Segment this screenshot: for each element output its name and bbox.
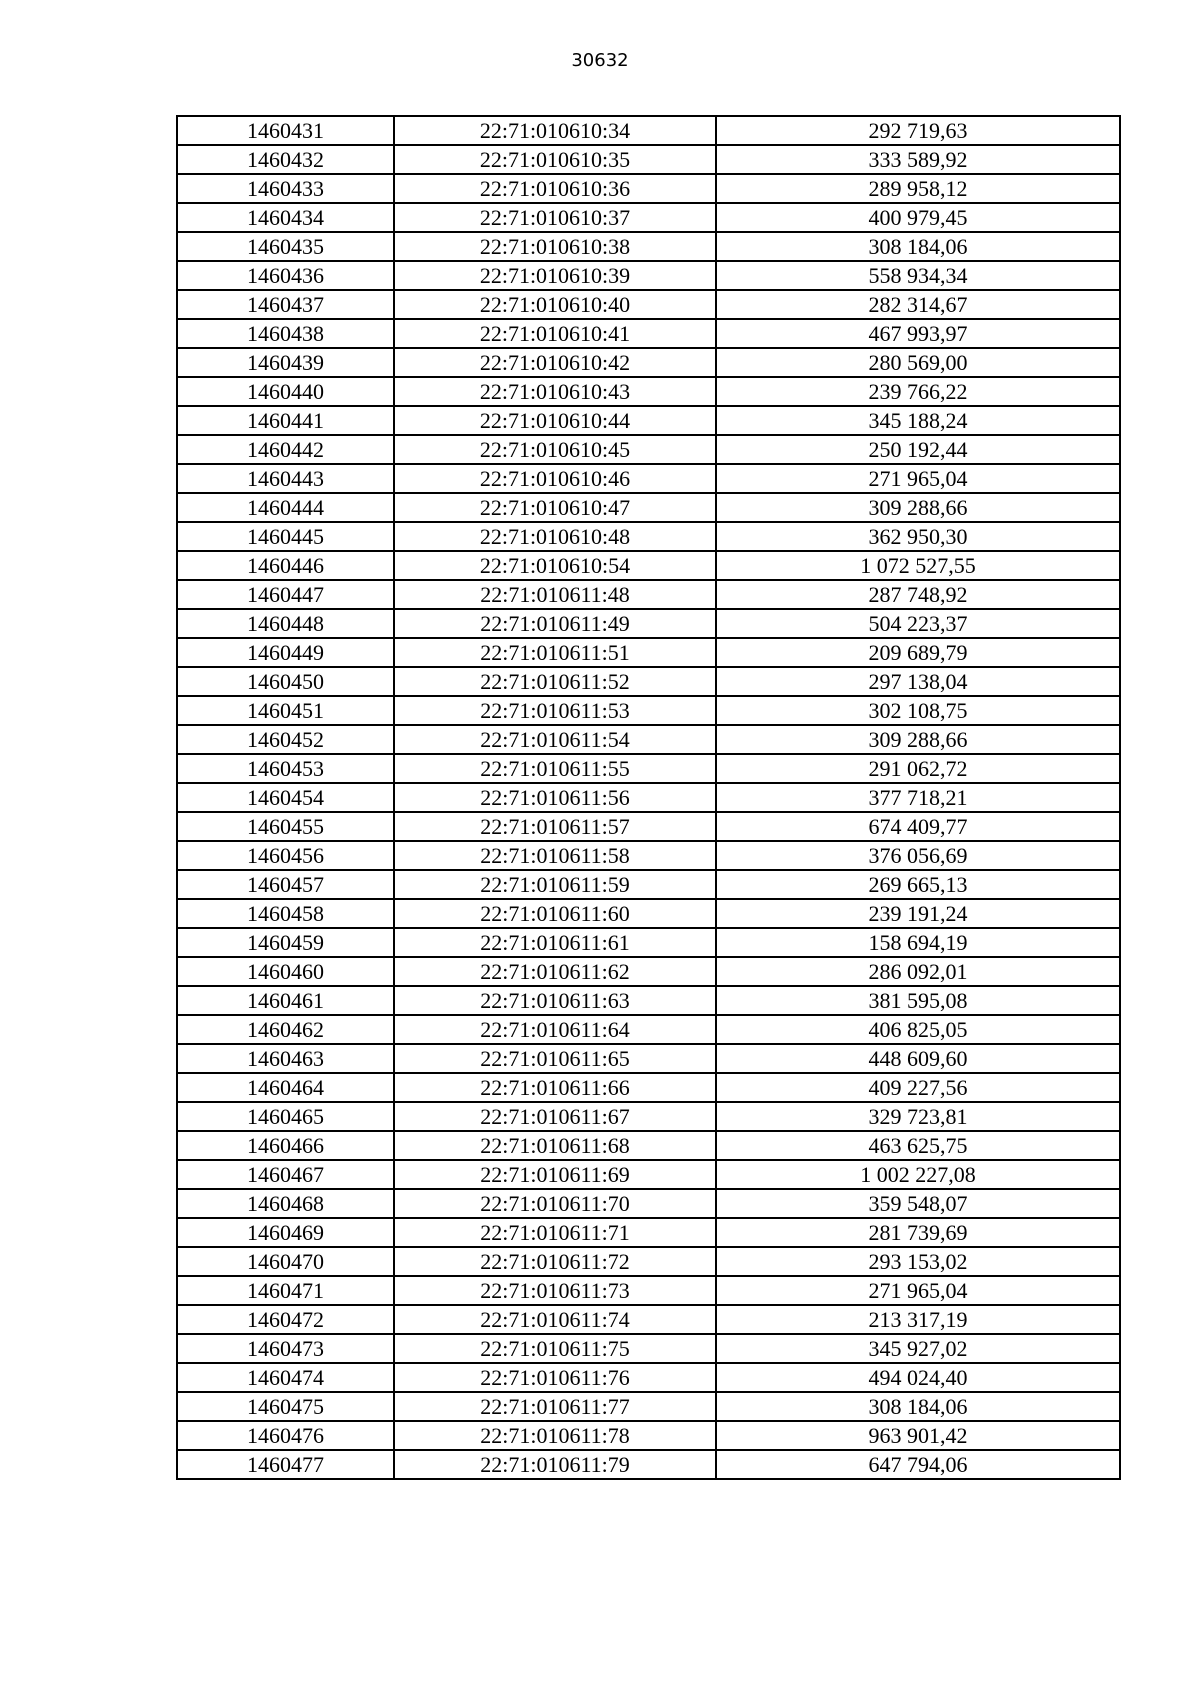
value-cell: 409 227,56 [716, 1073, 1120, 1102]
row-number-cell: 1460440 [177, 377, 394, 406]
value-cell: 329 723,81 [716, 1102, 1120, 1131]
table-row [177, 1189, 1120, 1218]
row-number-cell: 1460444 [177, 493, 394, 522]
row-number-cell: 1460461 [177, 986, 394, 1015]
row-number-cell: 1460441 [177, 406, 394, 435]
value-cell: 647 794,06 [716, 1450, 1120, 1479]
table-row [177, 145, 1120, 174]
table-row [177, 377, 1120, 406]
cadastral-number-cell: 22:71:010611:54 [394, 725, 716, 754]
value-cell: 291 062,72 [716, 754, 1120, 783]
table-row [177, 899, 1120, 928]
cadastral-number-cell: 22:71:010611:65 [394, 1044, 716, 1073]
table-row [177, 1218, 1120, 1247]
table-row [177, 464, 1120, 493]
table-row [177, 1363, 1120, 1392]
table-body [177, 116, 1120, 1479]
value-cell: 309 288,66 [716, 493, 1120, 522]
value-cell: 281 739,69 [716, 1218, 1120, 1247]
cadastral-number-cell: 22:71:010611:67 [394, 1102, 716, 1131]
table-row [177, 348, 1120, 377]
table-row [177, 1276, 1120, 1305]
row-number-cell: 1460454 [177, 783, 394, 812]
row-number-cell: 1460446 [177, 551, 394, 580]
table-row [177, 783, 1120, 812]
row-number-cell: 1460464 [177, 1073, 394, 1102]
cadastral-number-cell: 22:71:010610:39 [394, 261, 716, 290]
cadastral-number-cell: 22:71:010610:44 [394, 406, 716, 435]
row-number-cell: 1460436 [177, 261, 394, 290]
value-cell: 289 958,12 [716, 174, 1120, 203]
row-number-cell: 1460453 [177, 754, 394, 783]
cadastral-number-cell: 22:71:010610:43 [394, 377, 716, 406]
cadastral-number-cell: 22:71:010610:40 [394, 290, 716, 319]
table-row [177, 290, 1120, 319]
table-row [177, 522, 1120, 551]
value-cell: 463 625,75 [716, 1131, 1120, 1160]
table-row [177, 232, 1120, 261]
table-row [177, 1131, 1120, 1160]
value-cell: 308 184,06 [716, 232, 1120, 261]
value-cell: 292 719,63 [716, 116, 1120, 145]
cadastral-number-cell: 22:71:010610:46 [394, 464, 716, 493]
value-cell: 209 689,79 [716, 638, 1120, 667]
cadastral-number-cell: 22:71:010611:55 [394, 754, 716, 783]
cadastral-number-cell: 22:71:010611:78 [394, 1421, 716, 1450]
value-cell: 376 056,69 [716, 841, 1120, 870]
cadastral-number-cell: 22:71:010611:74 [394, 1305, 716, 1334]
table-row [177, 1044, 1120, 1073]
value-cell: 362 950,30 [716, 522, 1120, 551]
table-row [177, 1015, 1120, 1044]
cadastral-number-cell: 22:71:010610:41 [394, 319, 716, 348]
row-number-cell: 1460475 [177, 1392, 394, 1421]
value-cell: 239 766,22 [716, 377, 1120, 406]
cadastral-number-cell: 22:71:010611:72 [394, 1247, 716, 1276]
value-cell: 271 965,04 [716, 464, 1120, 493]
cadastral-number-cell: 22:71:010611:51 [394, 638, 716, 667]
table-row [177, 841, 1120, 870]
value-cell: 359 548,07 [716, 1189, 1120, 1218]
table-row [177, 261, 1120, 290]
cadastral-number-cell: 22:71:010610:54 [394, 551, 716, 580]
cadastral-number-cell: 22:71:010611:48 [394, 580, 716, 609]
table-row [177, 1247, 1120, 1276]
value-cell: 333 589,92 [716, 145, 1120, 174]
table-row [177, 812, 1120, 841]
table-row [177, 696, 1120, 725]
cadastral-number-cell: 22:71:010611:75 [394, 1334, 716, 1363]
row-number-cell: 1460477 [177, 1450, 394, 1479]
value-cell: 213 317,19 [716, 1305, 1120, 1334]
table-row [177, 638, 1120, 667]
table-row [177, 1102, 1120, 1131]
row-number-cell: 1460465 [177, 1102, 394, 1131]
row-number-cell: 1460439 [177, 348, 394, 377]
row-number-cell: 1460459 [177, 928, 394, 957]
row-number-cell: 1460467 [177, 1160, 394, 1189]
table-row [177, 493, 1120, 522]
table-row [177, 1450, 1120, 1479]
cadastral-number-cell: 22:71:010611:53 [394, 696, 716, 725]
table-row [177, 1305, 1120, 1334]
cadastral-number-cell: 22:71:010610:38 [394, 232, 716, 261]
cadastral-number-cell: 22:71:010611:56 [394, 783, 716, 812]
table-row [177, 203, 1120, 232]
table-row [177, 1334, 1120, 1363]
value-cell: 494 024,40 [716, 1363, 1120, 1392]
row-number-cell: 1460472 [177, 1305, 394, 1334]
value-cell: 381 595,08 [716, 986, 1120, 1015]
row-number-cell: 1460476 [177, 1421, 394, 1450]
value-cell: 504 223,37 [716, 609, 1120, 638]
table-row [177, 957, 1120, 986]
table-row [177, 174, 1120, 203]
value-cell: 377 718,21 [716, 783, 1120, 812]
cadastral-number-cell: 22:71:010611:68 [394, 1131, 716, 1160]
table-row [177, 754, 1120, 783]
row-number-cell: 1460455 [177, 812, 394, 841]
table-row [177, 609, 1120, 638]
cadastral-number-cell: 22:71:010611:73 [394, 1276, 716, 1305]
cadastral-number-cell: 22:71:010610:34 [394, 116, 716, 145]
row-number-cell: 1460471 [177, 1276, 394, 1305]
value-cell: 293 153,02 [716, 1247, 1120, 1276]
cadastral-number-cell: 22:71:010611:64 [394, 1015, 716, 1044]
row-number-cell: 1460437 [177, 290, 394, 319]
value-cell: 308 184,06 [716, 1392, 1120, 1421]
value-cell: 271 965,04 [716, 1276, 1120, 1305]
row-number-cell: 1460449 [177, 638, 394, 667]
cadastral-number-cell: 22:71:010611:63 [394, 986, 716, 1015]
value-cell: 406 825,05 [716, 1015, 1120, 1044]
row-number-cell: 1460460 [177, 957, 394, 986]
table-row [177, 435, 1120, 464]
row-number-cell: 1460456 [177, 841, 394, 870]
row-number-cell: 1460463 [177, 1044, 394, 1073]
table-row [177, 928, 1120, 957]
row-number-cell: 1460450 [177, 667, 394, 696]
cadastral-number-cell: 22:71:010611:70 [394, 1189, 716, 1218]
cadastral-number-cell: 22:71:010610:45 [394, 435, 716, 464]
cadastral-number-cell: 22:71:010610:36 [394, 174, 716, 203]
row-number-cell: 1460470 [177, 1247, 394, 1276]
row-number-cell: 1460435 [177, 232, 394, 261]
cadastral-number-cell: 22:71:010610:48 [394, 522, 716, 551]
cadastral-number-cell: 22:71:010610:37 [394, 203, 716, 232]
row-number-cell: 1460469 [177, 1218, 394, 1247]
value-cell: 297 138,04 [716, 667, 1120, 696]
row-number-cell: 1460473 [177, 1334, 394, 1363]
value-cell: 269 665,13 [716, 870, 1120, 899]
value-cell: 674 409,77 [716, 812, 1120, 841]
table-row [177, 870, 1120, 899]
value-cell: 250 192,44 [716, 435, 1120, 464]
row-number-cell: 1460432 [177, 145, 394, 174]
value-cell: 280 569,00 [716, 348, 1120, 377]
cadastral-number-cell: 22:71:010610:47 [394, 493, 716, 522]
row-number-cell: 1460445 [177, 522, 394, 551]
value-cell: 309 288,66 [716, 725, 1120, 754]
cadastral-number-cell: 22:71:010611:69 [394, 1160, 716, 1189]
table-row [177, 725, 1120, 754]
cadastral-number-cell: 22:71:010611:59 [394, 870, 716, 899]
cadastral-number-cell: 22:71:010611:62 [394, 957, 716, 986]
value-cell: 158 694,19 [716, 928, 1120, 957]
value-cell: 448 609,60 [716, 1044, 1120, 1073]
row-number-cell: 1460448 [177, 609, 394, 638]
row-number-cell: 1460433 [177, 174, 394, 203]
row-number-cell: 1460466 [177, 1131, 394, 1160]
cadastral-number-cell: 22:71:010611:60 [394, 899, 716, 928]
table-row [177, 667, 1120, 696]
cadastral-number-cell: 22:71:010611:49 [394, 609, 716, 638]
value-cell: 302 108,75 [716, 696, 1120, 725]
value-cell: 400 979,45 [716, 203, 1120, 232]
cadastral-number-cell: 22:71:010611:52 [394, 667, 716, 696]
value-cell: 239 191,24 [716, 899, 1120, 928]
page-number: 30632 [571, 50, 629, 71]
cadastral-number-cell: 22:71:010610:35 [394, 145, 716, 174]
table-row [177, 406, 1120, 435]
table-row [177, 986, 1120, 1015]
cadastral-number-cell: 22:71:010610:42 [394, 348, 716, 377]
table-row [177, 116, 1120, 145]
value-cell: 282 314,67 [716, 290, 1120, 319]
value-cell: 345 927,02 [716, 1334, 1120, 1363]
value-cell: 558 934,34 [716, 261, 1120, 290]
cadastral-number-cell: 22:71:010611:66 [394, 1073, 716, 1102]
row-number-cell: 1460431 [177, 116, 394, 145]
table-row [177, 1421, 1120, 1450]
table-row [177, 1160, 1120, 1189]
table-row [177, 1073, 1120, 1102]
data-table [176, 115, 1121, 1480]
row-number-cell: 1460457 [177, 870, 394, 899]
row-number-cell: 1460442 [177, 435, 394, 464]
value-cell: 287 748,92 [716, 580, 1120, 609]
cadastral-number-cell: 22:71:010611:79 [394, 1450, 716, 1479]
row-number-cell: 1460434 [177, 203, 394, 232]
value-cell: 1 072 527,55 [716, 551, 1120, 580]
table-row [177, 1392, 1120, 1421]
row-number-cell: 1460443 [177, 464, 394, 493]
cadastral-number-cell: 22:71:010611:61 [394, 928, 716, 957]
row-number-cell: 1460438 [177, 319, 394, 348]
row-number-cell: 1460452 [177, 725, 394, 754]
table-row [177, 551, 1120, 580]
cadastral-number-cell: 22:71:010611:71 [394, 1218, 716, 1247]
row-number-cell: 1460458 [177, 899, 394, 928]
cadastral-number-cell: 22:71:010611:57 [394, 812, 716, 841]
row-number-cell: 1460451 [177, 696, 394, 725]
value-cell: 345 188,24 [716, 406, 1120, 435]
cadastral-number-cell: 22:71:010611:76 [394, 1363, 716, 1392]
value-cell: 467 993,97 [716, 319, 1120, 348]
value-cell: 963 901,42 [716, 1421, 1120, 1450]
cadastral-number-cell: 22:71:010611:77 [394, 1392, 716, 1421]
row-number-cell: 1460462 [177, 1015, 394, 1044]
cadastral-number-cell: 22:71:010611:58 [394, 841, 716, 870]
row-number-cell: 1460468 [177, 1189, 394, 1218]
table-row [177, 580, 1120, 609]
row-number-cell: 1460474 [177, 1363, 394, 1392]
value-cell: 1 002 227,08 [716, 1160, 1120, 1189]
value-cell: 286 092,01 [716, 957, 1120, 986]
table-row [177, 319, 1120, 348]
row-number-cell: 1460447 [177, 580, 394, 609]
